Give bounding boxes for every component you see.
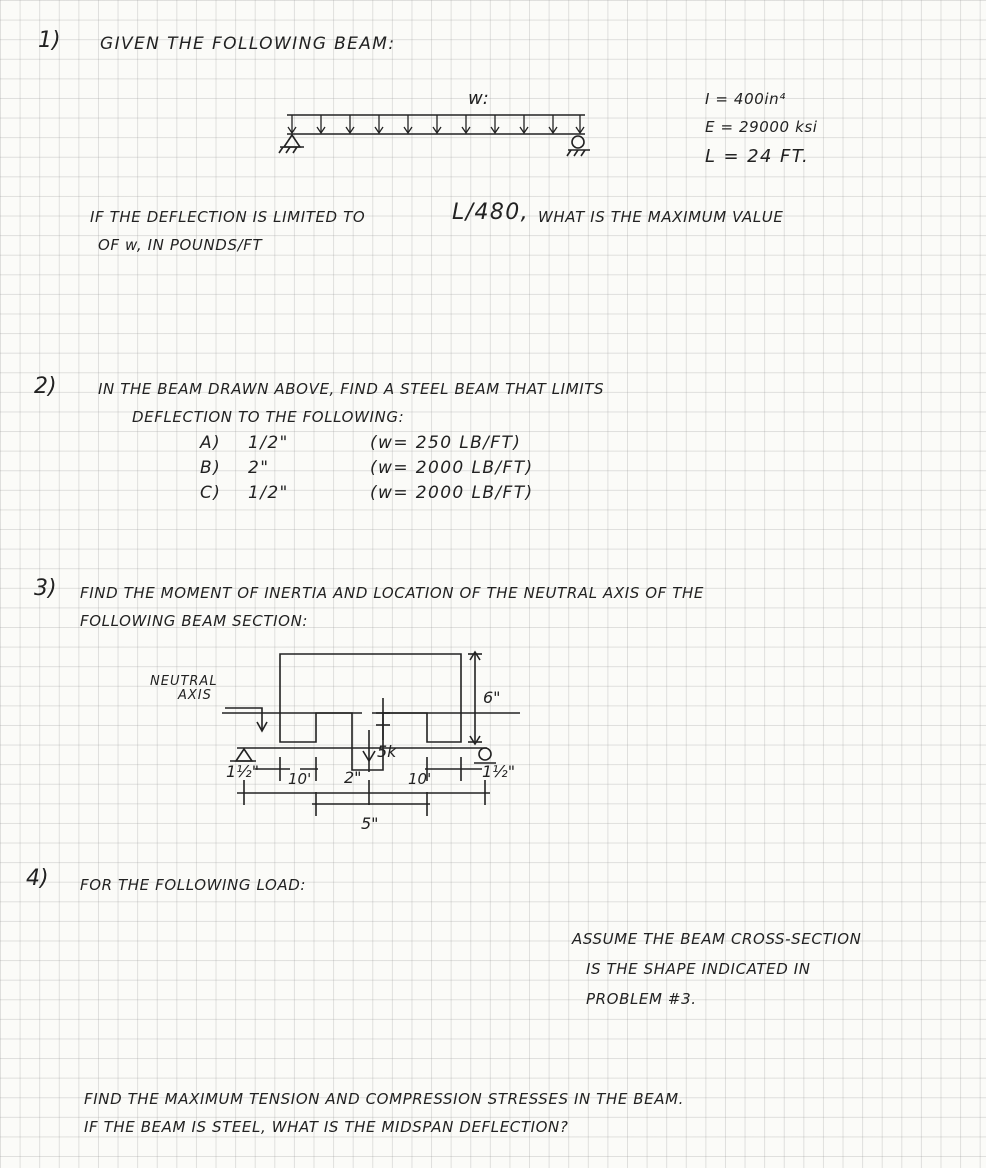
point-load-label: 5k bbox=[377, 742, 397, 761]
pin-support-left bbox=[279, 135, 304, 153]
case-c-load: (w= 2000 LB/FT) bbox=[370, 483, 534, 503]
problem-2-number: 2) bbox=[34, 374, 57, 399]
case-c-limit: 1/2" bbox=[248, 483, 289, 503]
problem-4-question-1: FIND THE MAXIMUM TENSION AND COMPRESSION STRESSES IN THE BEAM. bbox=[84, 1090, 685, 1108]
problem-4-number: 4) bbox=[26, 866, 49, 891]
problem-4-question-2: IF THE BEAM IS STEEL, WHAT IS THE MIDSPAN DEFLECTION? bbox=[84, 1118, 569, 1136]
property-L: L = 24 FT. bbox=[705, 146, 810, 167]
problem-4-note-1: ASSUME THE BEAM CROSS-SECTION bbox=[572, 930, 862, 948]
roller-support-4-right bbox=[474, 748, 496, 763]
load-label-w: w: bbox=[468, 88, 489, 109]
case-a-load: (w= 250 LB/FT) bbox=[370, 433, 522, 453]
case-b-limit: 2" bbox=[248, 458, 270, 478]
property-E: E = 29000 ksi bbox=[705, 118, 818, 136]
case-c-label: C) bbox=[200, 483, 222, 503]
dim-left-label: 1½" bbox=[226, 762, 260, 781]
neutral-axis-label-2: AXIS bbox=[178, 688, 212, 703]
problem-1-question-1b: WHAT IS THE MAXIMUM VALUE bbox=[538, 208, 784, 226]
case-a-label: A) bbox=[200, 433, 222, 453]
span-right-label: 10' bbox=[408, 770, 432, 788]
problem-2-line-1: IN THE BEAM DRAWN ABOVE, FIND A STEEL BEAM THAT LIMITS bbox=[98, 380, 605, 398]
problem-4-note-3: PROBLEM #3. bbox=[586, 990, 697, 1008]
case-b-load: (w= 2000 LB/FT) bbox=[370, 458, 534, 478]
case-b-label: B) bbox=[200, 458, 222, 478]
problem-1-question-2: OF w, IN POUNDS/FT bbox=[98, 236, 263, 254]
deflection-limit: L/480, bbox=[452, 200, 530, 225]
dim-inner-label: 2" bbox=[344, 768, 362, 787]
dim-height-label: 6" bbox=[483, 688, 501, 707]
problem-3-number: 3) bbox=[34, 576, 57, 601]
property-I: I = 400in⁴ bbox=[705, 90, 786, 108]
problem-1-number: 1) bbox=[38, 28, 61, 53]
dim-width-label: 5" bbox=[361, 814, 379, 833]
load-arrows bbox=[288, 115, 584, 133]
roller-support-right bbox=[567, 136, 590, 156]
problem-4-note-2: IS THE SHAPE INDICATED IN bbox=[586, 960, 811, 978]
neutral-axis-label-1: NEUTRAL bbox=[150, 674, 218, 689]
neutral-axis-pointer bbox=[225, 708, 262, 730]
problem-1-intro: GIVEN THE FOLLOWING BEAM: bbox=[100, 34, 396, 54]
cross-section-diagram bbox=[222, 652, 520, 816]
problem-3-line-1: FIND THE MOMENT OF INERTIA AND LOCATION OF THE NEUTRAL AXIS OF THE bbox=[80, 584, 704, 602]
problem-1-question-1: IF THE DEFLECTION IS LIMITED TO bbox=[90, 208, 366, 226]
pin-support-4-left bbox=[230, 749, 256, 761]
span-left-label: 10' bbox=[288, 770, 312, 788]
dim-right-label: 1½" bbox=[482, 762, 516, 781]
problem-3-line-2: FOLLOWING BEAM SECTION: bbox=[80, 612, 309, 630]
problem-4-line-1: FOR THE FOLLOWING LOAD: bbox=[80, 876, 307, 894]
problem-2-line-2: DEFLECTION TO THE FOLLOWING: bbox=[132, 408, 405, 426]
case-a-limit: 1/2" bbox=[248, 433, 289, 453]
beam-diagram-1 bbox=[279, 115, 590, 156]
